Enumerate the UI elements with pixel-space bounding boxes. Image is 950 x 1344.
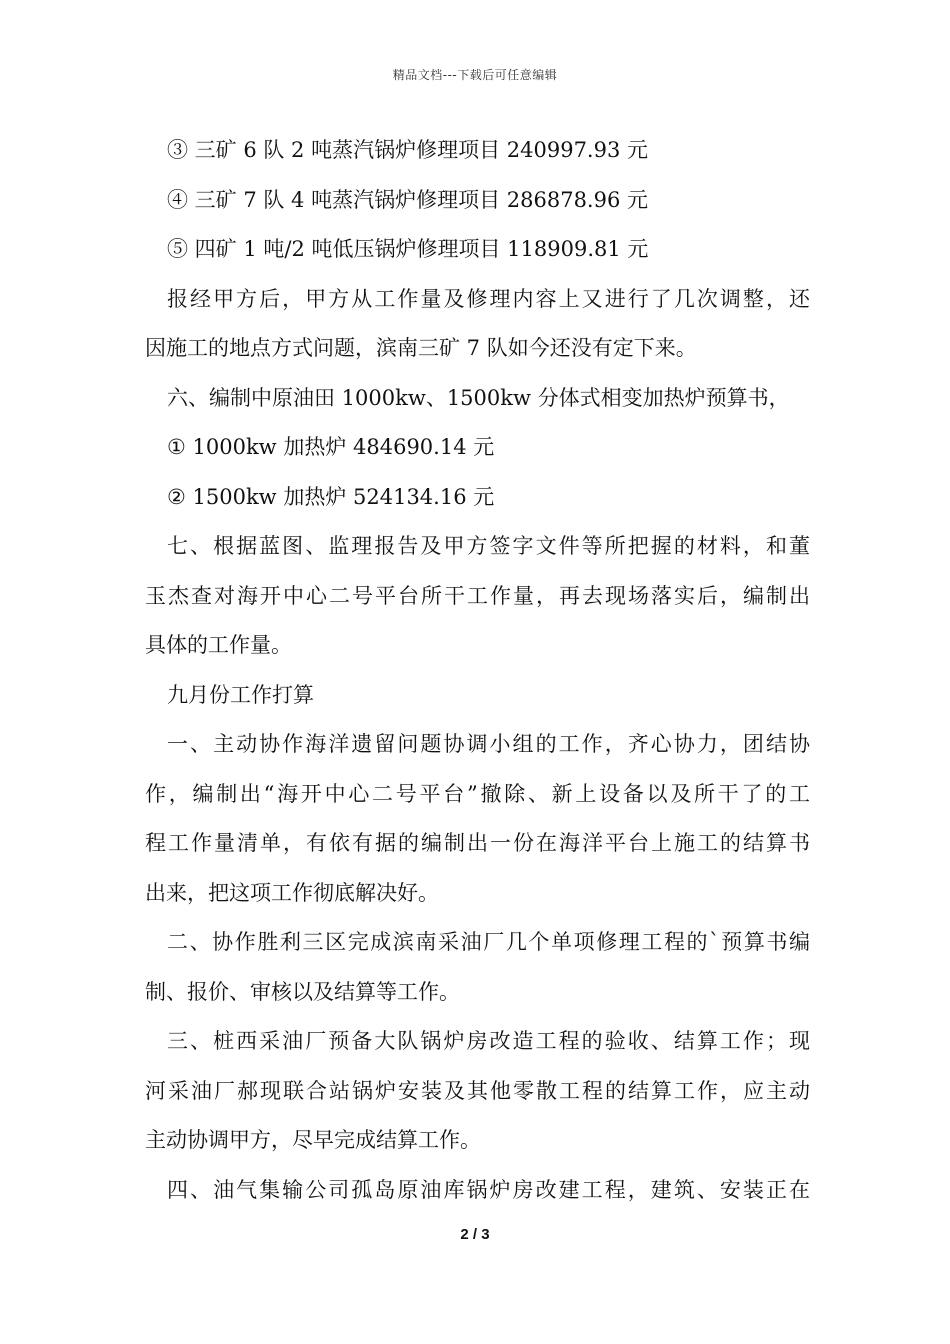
- paragraph-line: 七、根据蓝图、监理报告及甲方签字文件等所把握的材料，和董: [167, 534, 810, 558]
- paragraph-line: 程工作量清单，有依有据的编制出一份在海洋平台上施工的结算书: [145, 831, 810, 855]
- list-item: ② 1500kw 加热炉 524134.16 元: [167, 484, 495, 509]
- list-item: ⑤ 四矿 1 吨/2 吨低压锅炉修理项目 118909.81 元: [167, 237, 649, 261]
- list-item: ③ 三矿 6 队 2 吨蒸汽锅炉修理项目 240997.93 元: [167, 138, 649, 162]
- list-item: ① 1000kw 加热炉 484690.14 元: [167, 435, 495, 459]
- document-body: [145, 126, 810, 1215]
- section-heading: 九月份工作打算: [167, 682, 314, 707]
- list-item: ④ 三矿 7 队 4 吨蒸汽锅炉修理项目 286878.96 元: [167, 187, 649, 212]
- paragraph-line: 二、协作胜利三区完成滨南采油厂几个单项修理工程的`预算书编: [167, 930, 810, 954]
- paragraph-line: 一、主动协作海洋遗留问题协调小组的工作，齐心协力，团结协: [167, 732, 810, 756]
- paragraph-line: 三、桩西采油厂预备大队锅炉房改造工程的验收、结算工作；现: [167, 1029, 810, 1053]
- paragraph-line: 玉杰查对海开中心二号平台所干工作量，再去现场落实后，编制出: [145, 583, 810, 608]
- paragraph-line: 出来，把这项工作彻底解决好。: [145, 880, 439, 905]
- paragraph-line: 河采油厂郝现联合站锅炉安装及其他零散工程的结算工作，应主动: [145, 1078, 810, 1103]
- paragraph-line: 六、编制中原油田 1000kw、1500kw 分体式相变加热炉预算书，: [167, 385, 790, 410]
- paragraph-line: 具体的工作量。: [145, 633, 292, 657]
- paragraph-line: 四、油气集输公司孤岛原油库锅炉房改建工程，建筑、安装正在: [167, 1177, 810, 1202]
- paragraph-line: 制、报价、审核以及结算等工作。: [145, 979, 460, 1004]
- paragraph-line: 作，编制出“海开中心二号平台”撤除、新上设备以及所干了的工: [145, 781, 810, 806]
- paragraph-line: 主动协调甲方，尽早完成结算工作。: [145, 1128, 481, 1152]
- page-header: 精品文档---下载后可任意编辑: [392, 68, 558, 82]
- page-number: 2 / 3: [460, 1226, 490, 1243]
- paragraph-line: 报经甲方后，甲方从工作量及修理内容上又进行了几次调整，还: [167, 286, 810, 311]
- paragraph-line: 因施工的地点方式问题，滨南三矿 7 队如今还没有定下来。: [145, 336, 697, 360]
